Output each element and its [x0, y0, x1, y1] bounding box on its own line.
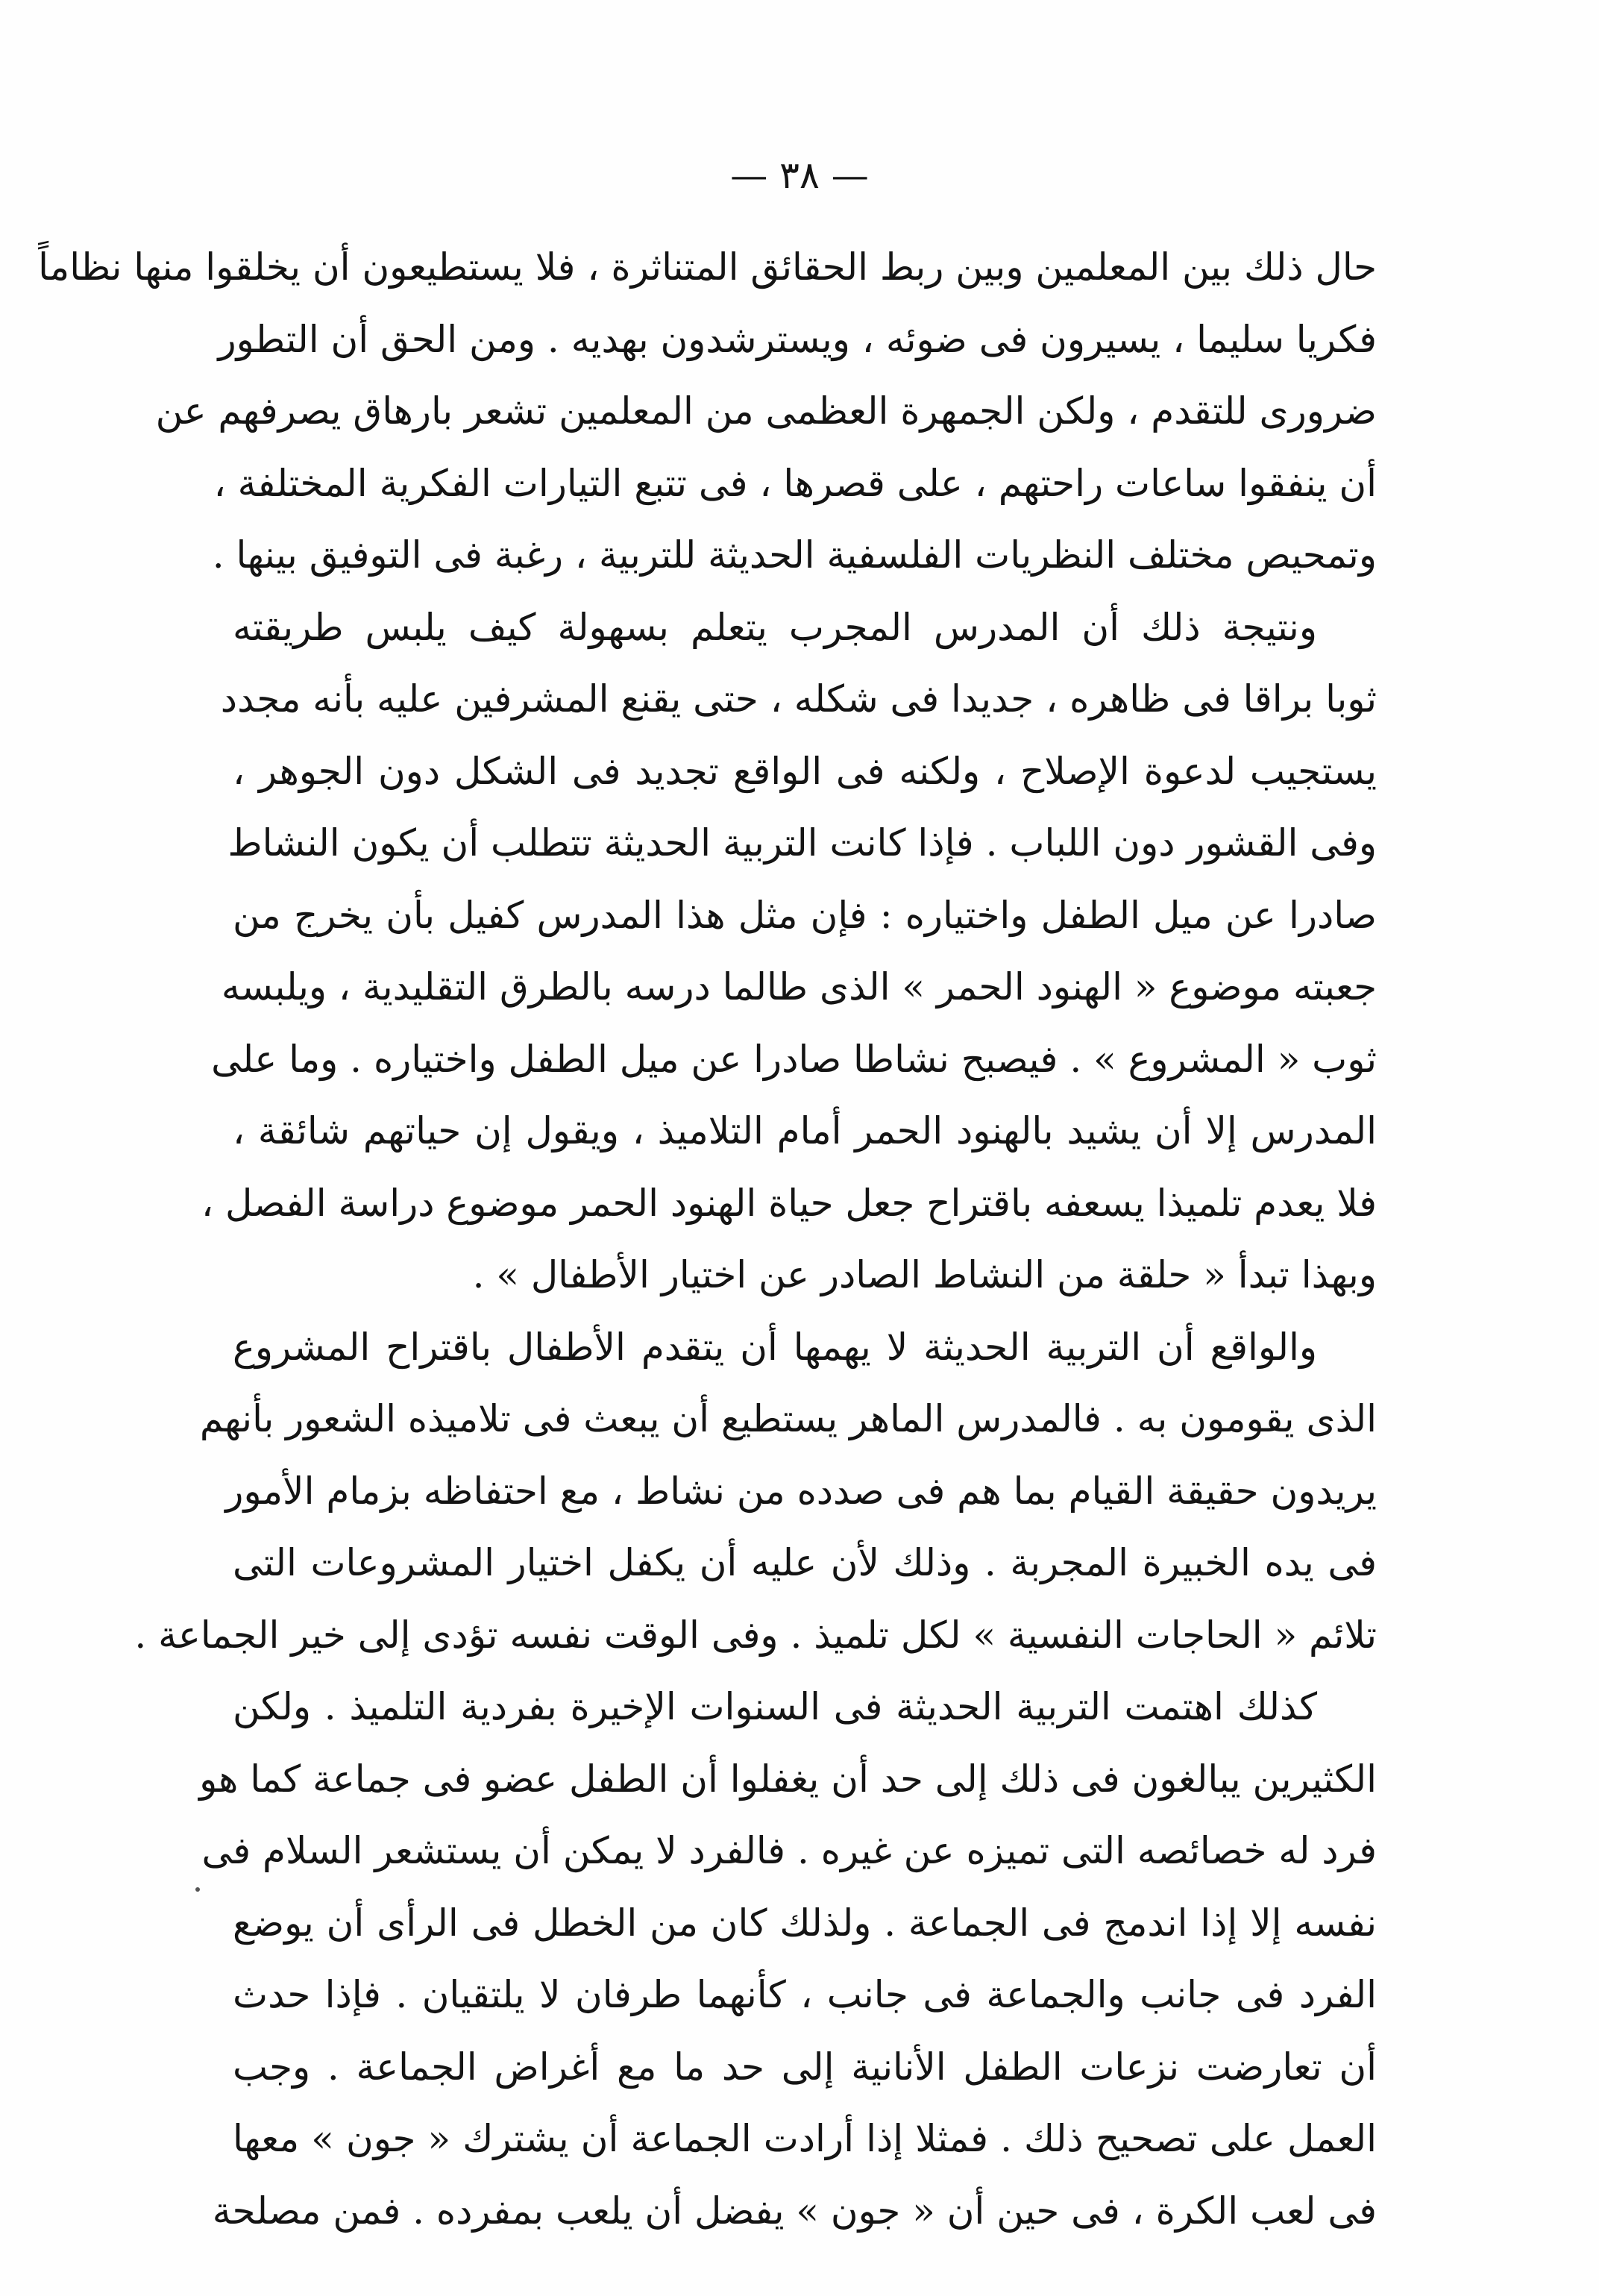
paragraph-start-line: والواقع أن التربية الحديثة لا يهمها أن يتقدم الأطفال باقتراح المشروع — [233, 1325, 1317, 1369]
text-line: ثوبا براقا فى ظاهره ، جديدا فى شكله ، حتى يقنع المشرفين عليه بأنه مجدد — [220, 677, 1377, 721]
text-line: حال ذلك بين المعلمين وبين ربط الحقائق المتناثرة ، فلا يستطيعون أن يخلقوا منها نظاماً — [38, 245, 1377, 289]
text-line: وفى القشور دون اللباب . فإذا كانت التربية الحديثة تتطلب أن يكون النشاط — [227, 821, 1377, 865]
paragraph-start-line: كذلك اهتمت التربية الحديثة فى السنوات الإخيرة بفردية التلميذ . ولكن — [233, 1685, 1317, 1728]
text-line: الكثيرين يبالغون فى ذلك إلى حد أن يغفلوا أن الطفل عضو فى جماعة كما هو — [199, 1757, 1377, 1801]
paragraph-start-line: ونتيجة ذلك أن المدرس المجرب يتعلم بسهولة كيف يلبس طريقته — [233, 605, 1317, 649]
text-line: فرد له خصائصه التى تميزه عن غيره . فالفرد لا يمكن أن يستشعر السلام فى — [201, 1829, 1377, 1872]
text-line: وبهذا تبدأ « حلقة من النشاط الصادر عن اختيار الأطفال » . — [472, 1253, 1377, 1296]
text-line: فكريا سليما ، يسيرون فى ضوئه ، ويسترشدون بهديه . ومن الحق أن التطور — [218, 317, 1377, 361]
text-line: يريدون حقيقة القيام بما هم فى صدده من نشاط ، مع احتفاظه بزمام الأمور — [225, 1469, 1377, 1513]
body-text — [38, 231, 1377, 2247]
ink-speck — [195, 1887, 200, 1892]
text-line: ضرورى للتقدم ، ولكن الجمهرة العظمى من المعلمين تشعر بارهاق يصرفهم عن — [155, 389, 1377, 433]
text-line: وتمحيص مختلف النظريات الفلسفية الحديثة للتربية ، رغبة فى التوفيق بينها . — [212, 533, 1377, 577]
text-line: فى لعب الكرة ، فى حين أن « جون » يفضل أن يلعب بمفرده . فمن مصلحة — [212, 2189, 1377, 2233]
text-line: فى يده الخبيرة المجربة . وذلك لأن عليه أن يكفل اختيار المشروعات التى — [233, 1541, 1377, 1584]
text-line: أن ينفقوا ساعات راحتهم ، على قصرها ، فى تتبع التيارات الفكرية المختلفة ، — [213, 461, 1377, 505]
text-line: فلا يعدم تلميذا يسعفه باقتراح جعل حياة الهنود الحمر موضوع دراسة الفصل ، — [201, 1181, 1377, 1225]
text-line: الفرد فى جانب والجماعة فى جانب ، كأنهما طرفان لا يلتقيان . فإذا حدث — [233, 1973, 1377, 2016]
text-line: يستجيب لدعوة الإصلاح ، ولكنه فى الواقع تجديد فى الشكل دون الجوهر ، — [233, 749, 1377, 793]
text-line: العمل على تصحيح ذلك . فمثلا إذا أرادت الجماعة أن يشترك « جون » معها — [233, 2117, 1377, 2160]
text-line: نفسه إلا إذا اندمج فى الجماعة . ولذلك كان من الخطل فى الرأى أن يوضع — [233, 1901, 1377, 1945]
text-line: جعبته موضوع « الهنود الحمر » الذى طالما درسه بالطرق التقليدية ، ويلبسه — [221, 965, 1377, 1009]
text-line: المدرس إلا أن يشيد بالهنود الحمر أمام التلاميذ ، ويقول إن حياتهم شائقة ، — [233, 1109, 1377, 1152]
text-line: تلائم « الحاجات النفسية » لكل تلميذ . وفى الوقت نفسه تؤدى إلى خير الجماعة . — [134, 1613, 1377, 1657]
text-line: صادرا عن ميل الطفل واختياره : فإن مثل هذا المدرس كفيل بأن يخرج من — [233, 893, 1377, 937]
text-line: الذى يقومون به . فالمدرس الماهر يستطيع أن يبعث فى تلاميذه الشعور بأنهم — [199, 1397, 1377, 1440]
page-number: — ٣٨ — — [730, 154, 869, 197]
text-line: ثوب « المشروع » . فيصبح نشاطا صادرا عن ميل الطفل واختياره . وما على — [211, 1037, 1377, 1081]
text-line: أن تعارضت نزعات الطفل الأنانية إلى حد ما مع أغراض الجماعة . وجب — [233, 2045, 1377, 2089]
